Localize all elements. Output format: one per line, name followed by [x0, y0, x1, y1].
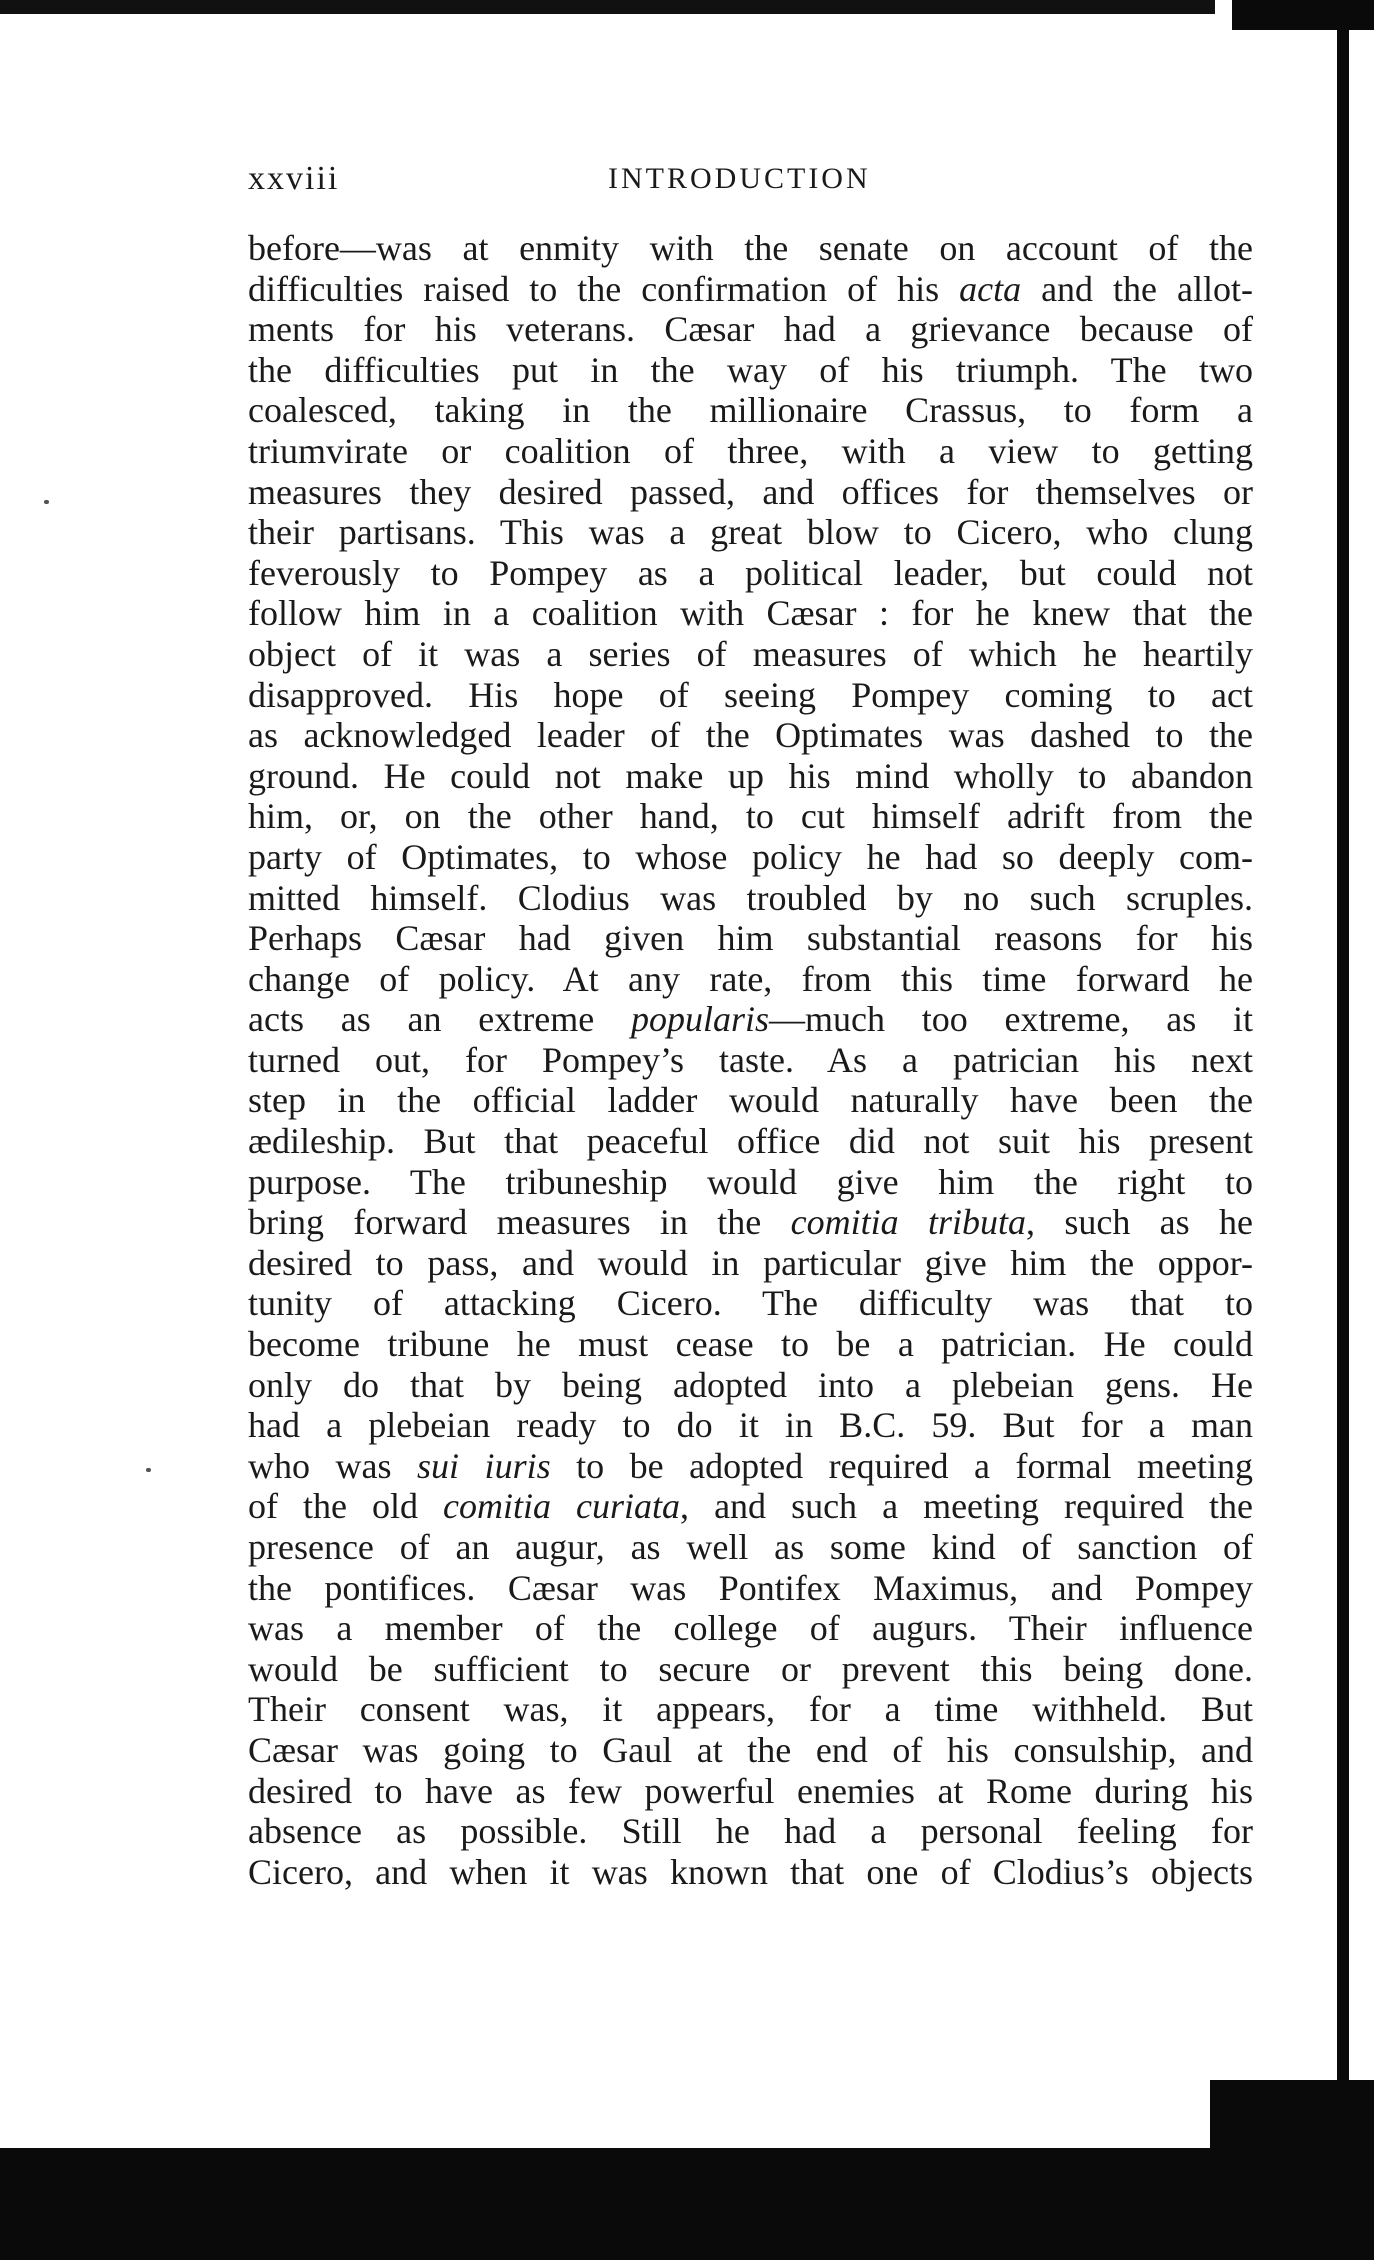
text-line: absence as possible. Still he had a personal feeling for — [248, 1811, 1253, 1852]
text-line: mitted himself. Clodius was troubled by no such scruples. — [248, 877, 1253, 918]
text-line: tunity of attacking Cicero. The difficulty was that to — [248, 1283, 1253, 1324]
text-line: ædileship. But that peaceful office did not suit his present — [248, 1121, 1253, 1162]
text-line: change of policy. At any rate, from this time forward he — [248, 958, 1253, 999]
running-title: INTRODUCTION — [608, 162, 871, 195]
text-line: step in the official ladder would naturally have been the — [248, 1080, 1253, 1121]
italic-term: sui iuris — [417, 1445, 551, 1486]
scan-edge-top-right — [1232, 0, 1374, 30]
italic-term: comitia curiata — [443, 1486, 681, 1527]
text-line — [248, 1486, 1253, 1527]
text-line: ground. He could not make up his mind wholly to abandon — [248, 755, 1253, 796]
margin-speck — [44, 500, 49, 504]
text-line: before—was at enmity with the senate on account of the — [248, 228, 1253, 268]
text-line: Perhaps Cæsar had given him substantial reasons for his — [248, 918, 1253, 959]
italic-term: acta — [959, 268, 1022, 309]
text-segment: , such as he — [1025, 1202, 1253, 1243]
body-text — [248, 228, 1253, 1892]
text-line — [248, 999, 1253, 1040]
scan-edge-right — [1337, 30, 1349, 2100]
text-segment: difficulties raised to the confirmation of his — [248, 268, 960, 309]
text-line: had a plebeian ready to do it in B.C. 59. But for a man — [248, 1405, 1253, 1446]
text-line: would be sufficient to secure or prevent this being done. — [248, 1648, 1253, 1689]
text-line: feverously to Pompey as a political leader, but could not — [248, 552, 1253, 593]
text-line: follow him in a coalition with Cæsar : for he knew that the — [248, 593, 1253, 634]
text-segment: to be adopted required a formal meeting — [550, 1445, 1254, 1486]
text-segment: , and such a meeting required the — [680, 1486, 1253, 1527]
text-line: the difficulties put in the way of his triumph. The two — [248, 349, 1253, 390]
text-line: him, or, on the other hand, to cut himself adrift from the — [248, 796, 1253, 837]
text-line: desired to pass, and would in particular give him the oppor- — [248, 1242, 1253, 1283]
text-segment: who was — [248, 1445, 418, 1486]
text-line: only do that by being adopted into a plebeian gens. He — [248, 1364, 1253, 1405]
text-line: Cicero, and when it was known that one of Clodius’s objects — [248, 1851, 1253, 1892]
text-line: measures they desired passed, and offices for themselves or — [248, 471, 1253, 512]
scan-edge-bottom — [0, 2148, 1374, 2260]
text-line: turned out, for Pompey’s taste. As a patrician his next — [248, 1039, 1253, 1080]
text-line: become tribune he must cease to be a patrician. He could — [248, 1324, 1253, 1365]
text-line: as acknowledged leader of the Optimates was dashed to the — [248, 715, 1253, 756]
text-line: coalesced, taking in the millionaire Crassus, to form a — [248, 390, 1253, 431]
text-line: presence of an augur, as well as some kind of sanction of — [248, 1527, 1253, 1567]
page-number: xxviii — [248, 160, 340, 197]
text-line: object of it was a series of measures of which he heartily — [248, 633, 1253, 674]
text-segment: and the allot- — [1021, 268, 1253, 309]
text-line: disapproved. His hope of seeing Pompey coming to act — [248, 674, 1253, 715]
text-segment: bring forward measures in the — [248, 1202, 791, 1243]
italic-term: popularis — [630, 999, 769, 1040]
text-segment: of the old — [248, 1486, 444, 1527]
text-line: purpose. The tribuneship would give him the right to — [248, 1161, 1253, 1202]
text-segment: acts as an extreme — [248, 999, 631, 1040]
text-line: desired to have as few powerful enemies at Rome during his — [248, 1770, 1253, 1811]
running-header — [248, 160, 1253, 200]
text-line: Their consent was, it appears, for a time withheld. But — [248, 1689, 1253, 1730]
text-line — [248, 269, 1253, 310]
margin-speck — [146, 1468, 151, 1472]
text-line: their partisans. This was a great blow to Cicero, who clung — [248, 512, 1253, 553]
italic-term: comitia tributa — [790, 1202, 1026, 1243]
text-segment: —much too extreme, as it — [769, 999, 1253, 1040]
text-line: party of Optimates, to whose policy he had so deeply com- — [248, 836, 1253, 877]
text-line: triumvirate or coalition of three, with a view to getting — [248, 430, 1253, 471]
text-line — [248, 1202, 1253, 1243]
scan-edge-top — [0, 0, 1215, 14]
text-line: the pontifices. Cæsar was Pontifex Maximus, and Pompey — [248, 1567, 1253, 1608]
text-line: ments for his veterans. Cæsar had a grievance because of — [248, 309, 1253, 350]
text-line — [248, 1446, 1253, 1487]
text-line: was a member of the college of augurs. Their influence — [248, 1608, 1253, 1649]
text-line: Cæsar was going to Gaul at the end of his consulship, and — [248, 1729, 1253, 1770]
